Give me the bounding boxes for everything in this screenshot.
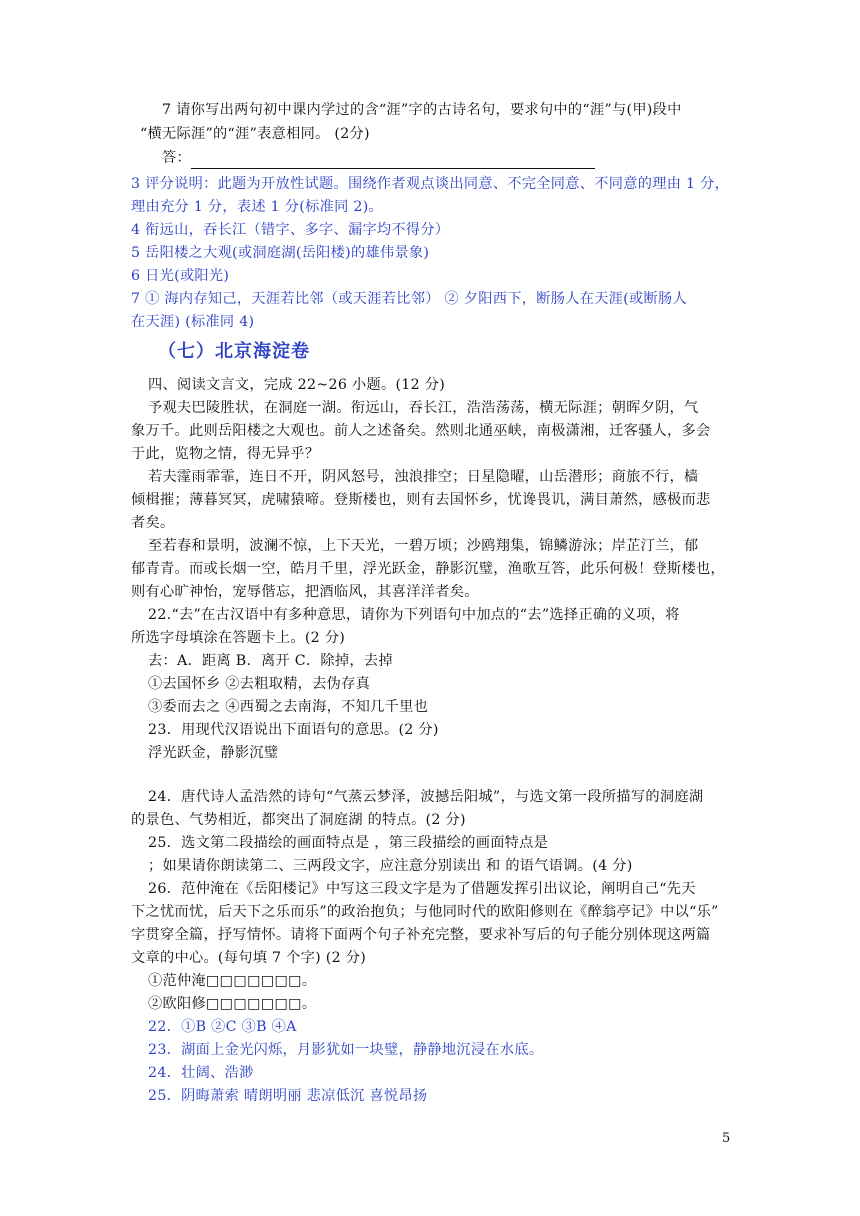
question-26-blank-2: ②欧阳修□□□□□□□。 (148, 996, 317, 1012)
question-7-prompt-line-2: “横无际涯”的“涯”表意相同。 (2分) (140, 126, 370, 142)
answer-7-line-1: 7 ① 海内存知己，天涯若比邻（或天涯若比邻） ② 夕阳西下，断肠人在天涯(或断肠人 (131, 291, 687, 307)
answer-25: 25．阴晦萧索 晴朗明丽 悲凉低沉 喜悦昂扬 (148, 1088, 428, 1104)
question-22-options: 去：A．距离 B．离开 C．除掉，去掉 (148, 653, 393, 669)
passage-p1-line-1: 予观夫巴陵胜状，在洞庭一湖。衔远山，吞长江，浩浩荡荡，横无际涯；朝晖夕阴，气 (148, 400, 699, 416)
answer-24: 24．壮阔、浩渺 (148, 1065, 254, 1081)
question-22-line-1: 22.“去”在古汉语中有多种意思，请你为下列语句中加点的“去”选择正确的义项，将 (148, 607, 680, 623)
question-25-line-1: 25．选文第二段描绘的画面特点是 ，第三段描绘的画面特点是 (148, 835, 549, 851)
answer-3-line-2: 理由充分 1 分，表述 1 分(标准同 2)。 (131, 199, 384, 215)
question-23-phrase: 浮光跃金，静影沉璧 (148, 745, 279, 761)
answer-blank-line (191, 168, 595, 169)
section-heading: （七）北京海淀卷 (158, 341, 310, 362)
question-22-items-1: ①去国怀乡 ②去粗取精，去伪存真 (148, 676, 371, 692)
question-25-line-2: ；如果请你朗读第二、三两段文字，应注意分别读出 和 的语气语调。(4 分) (148, 858, 633, 874)
question-7-prompt-line-1: 7 请你写出两句初中课内学过的含“涯”字的古诗名句，要求句中的“涯”与(甲)段中 (162, 102, 682, 118)
question-26-line-2: 下之忧而忧，后天下之乐而乐”的政治抱负；与他同时代的欧阳修则在《醉翁亭记》中以“乐” (131, 904, 719, 920)
passage-p2-line-3: 者矣。 (131, 515, 175, 531)
question-26-line-1: 26．范仲淹在《岳阳楼记》中写这三段文字是为了借题发挥引出议论，阐明自己“先天 (148, 881, 696, 897)
answer-6: 6 日光(或阳光) (131, 268, 230, 284)
answer-4: 4 衔远山，吞长江（错字、多字、漏字均不得分） (131, 222, 450, 238)
answer-5: 5 岳阳楼之大观(或洞庭湖(岳阳楼)的雄伟景象) (131, 245, 430, 261)
passage-p1-line-2: 象万千。此则岳阳楼之大观也。前人之述备矣。然则北通巫峡，南极潇湘，迁客骚人，多会 (131, 423, 711, 439)
passage-p3-line-2: 郁青青。而或长烟一空，皓月千里，浮光跃金，静影沉璧，渔歌互答，此乐何极！登斯楼也， (131, 561, 725, 577)
passage-p3-line-1: 至若春和景明，波澜不惊，上下天光，一碧万顷；沙鸥翔集，锦鳞游泳；岸芷汀兰，郁 (148, 538, 699, 554)
question-22-items-2: ③委而去之 ④西蜀之去南海，不知几千里也 (148, 699, 429, 715)
question-23: 23．用现代汉语说出下面语句的意思。(2 分) (148, 722, 439, 738)
question-24-line-1: 24．唐代诗人孟浩然的诗句“气蒸云梦泽，波撼岳阳城”，与选文第一段所描写的洞庭湖 (148, 789, 704, 805)
reading-instruction: 四、阅读文言文，完成 22~26 小题。(12 分) (148, 377, 446, 393)
answer-23: 23．湖面上金光闪烁，月影犹如一块璧，静静地沉浸在水底。 (148, 1042, 544, 1058)
passage-p1-line-3: 于此，览物之情，得无异乎？ (131, 446, 320, 462)
question-26-line-4: 文章的中心。(每句填 7 个字) (2 分) (131, 950, 367, 966)
passage-p2-line-2: 倾楫摧；薄暮冥冥，虎啸猿啼。登斯楼也，则有去国怀乡，忧谗畏讥，满目萧然，感极而悲 (131, 492, 711, 508)
answer-22: 22．①B ②C ③B ④A (148, 1019, 297, 1035)
answer-label: 答： (162, 150, 191, 166)
passage-p2-line-1: 若夫霪雨霏霏，连日不开，阴风怒号，浊浪排空；日星隐曜，山岳潜形；商旅不行，樯 (148, 469, 699, 485)
question-22-line-2: 所选字母填涂在答题卡上。(2 分) (131, 630, 346, 646)
question-24-line-2: 的景色、气势相近，都突出了洞庭湖 的特点。(2 分) (131, 812, 466, 828)
answer-7-line-2: 在天涯) (标准同 4) (131, 314, 255, 330)
passage-p3-line-3: 则有心旷神怡，宠辱偕忘，把酒临风，其喜洋洋者矣。 (131, 584, 479, 600)
question-26-blank-1: ①范仲淹□□□□□□□。 (148, 973, 317, 989)
answer-3-line-1: 3 评分说明：此题为开放性试题。围绕作者观点谈出同意、不完全同意、不同意的理由 1 分， (131, 176, 730, 192)
question-26-line-3: 字贯穿全篇，抒写情怀。请将下面两个句子补充完整，要求补写后的句子能分别体现这两篇 (131, 927, 711, 943)
page-number: 5 (722, 1131, 731, 1146)
